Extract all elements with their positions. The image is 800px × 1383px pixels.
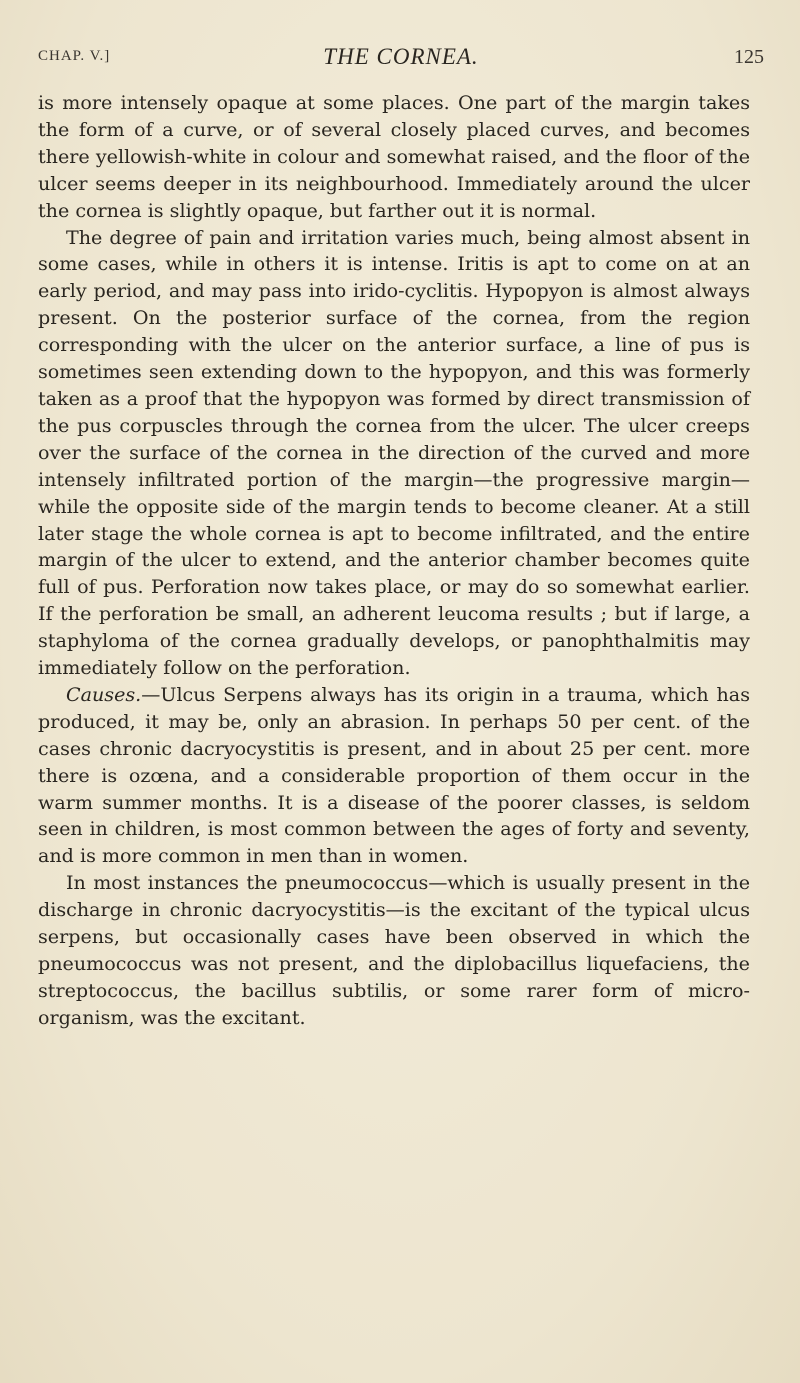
paragraph	[38, 225, 750, 682]
body-text	[38, 90, 750, 1032]
paragraph-lead: Causes.	[66, 682, 142, 706]
running-head	[38, 44, 764, 74]
paragraph	[38, 870, 750, 1031]
paragraph-text: The degree of pain and irritation varies much, being almost absent in some cases, while in others it is intense. Iritis is apt to come on at an early period, and may pass into irido-cyclitis. Hypopyon is almost always present. On the posterior surface of the cornea, from the region corresponding with the ulcer on the anterior surface, a line of pus is sometimes seen extending down to the hypopyon, and this was formerly taken as a proof that the hypopyon was formed by direct transmission of the pus corpuscles through the cornea from the ulcer. The ulcer creeps over the surface of the cornea in the direction of the curved and more intensely infiltrated portion of the margin—the progressive margin—while the opposite side of the margin tends to become cleaner. At a still later stage the whole cornea is apt to become infiltrated, and the entire margin of the ulcer to extend, and the anterior chamber becomes quite full of pus. Perforation now takes place, or may do so somewhat earlier. If the perforation be small, an adherent leucoma results ; but if large, a staphyloma of the cornea gradually develops, or panophthalmitis may immediately follow on the perforation.	[38, 225, 750, 680]
paragraph-text: is more intensely opaque at some places. One part of the margin takes the form of a curve, or of several closely placed curves, and becomes there yellowish-white in colour and somewhat raised, and the floor of the ulcer seems deeper in its neighbourhood. Immediately around the ulcer the cornea is slightly opaque, but farther out it is normal.	[38, 91, 750, 222]
page-title: THE CORNEA.	[323, 44, 479, 69]
page-number: 125	[734, 46, 764, 68]
paragraph	[38, 682, 750, 870]
paragraph	[38, 90, 750, 225]
paragraph-text: —Ulcus Serpens always has its origin in a trauma, which has produced, it may be, only an abrasion. In perhaps 50 per cent. of the cases chronic dacryocystitis is present, and in about 25 per cent. more there is ozœna, and a considerable proportion of them occur in the warm summer months. It is a disease of the poorer classes, is seldom seen in children, is most common between the ages of forty and seventy, and is more common in men than in women.	[38, 682, 750, 868]
chapter-label: CHAP. V.]	[38, 48, 111, 64]
paragraph-text: In most instances the pneumococcus—which is usually present in the discharge in chronic dacryocystitis—is the excitant of the typical ulcus serpens, but occasionally cases have been observed in which the pneumococcus was not present, and the diplobacillus liquefaciens, the streptococcus, the bacillus subtilis, or some rarer form of micro-organism, was the excitant.	[38, 871, 750, 1029]
